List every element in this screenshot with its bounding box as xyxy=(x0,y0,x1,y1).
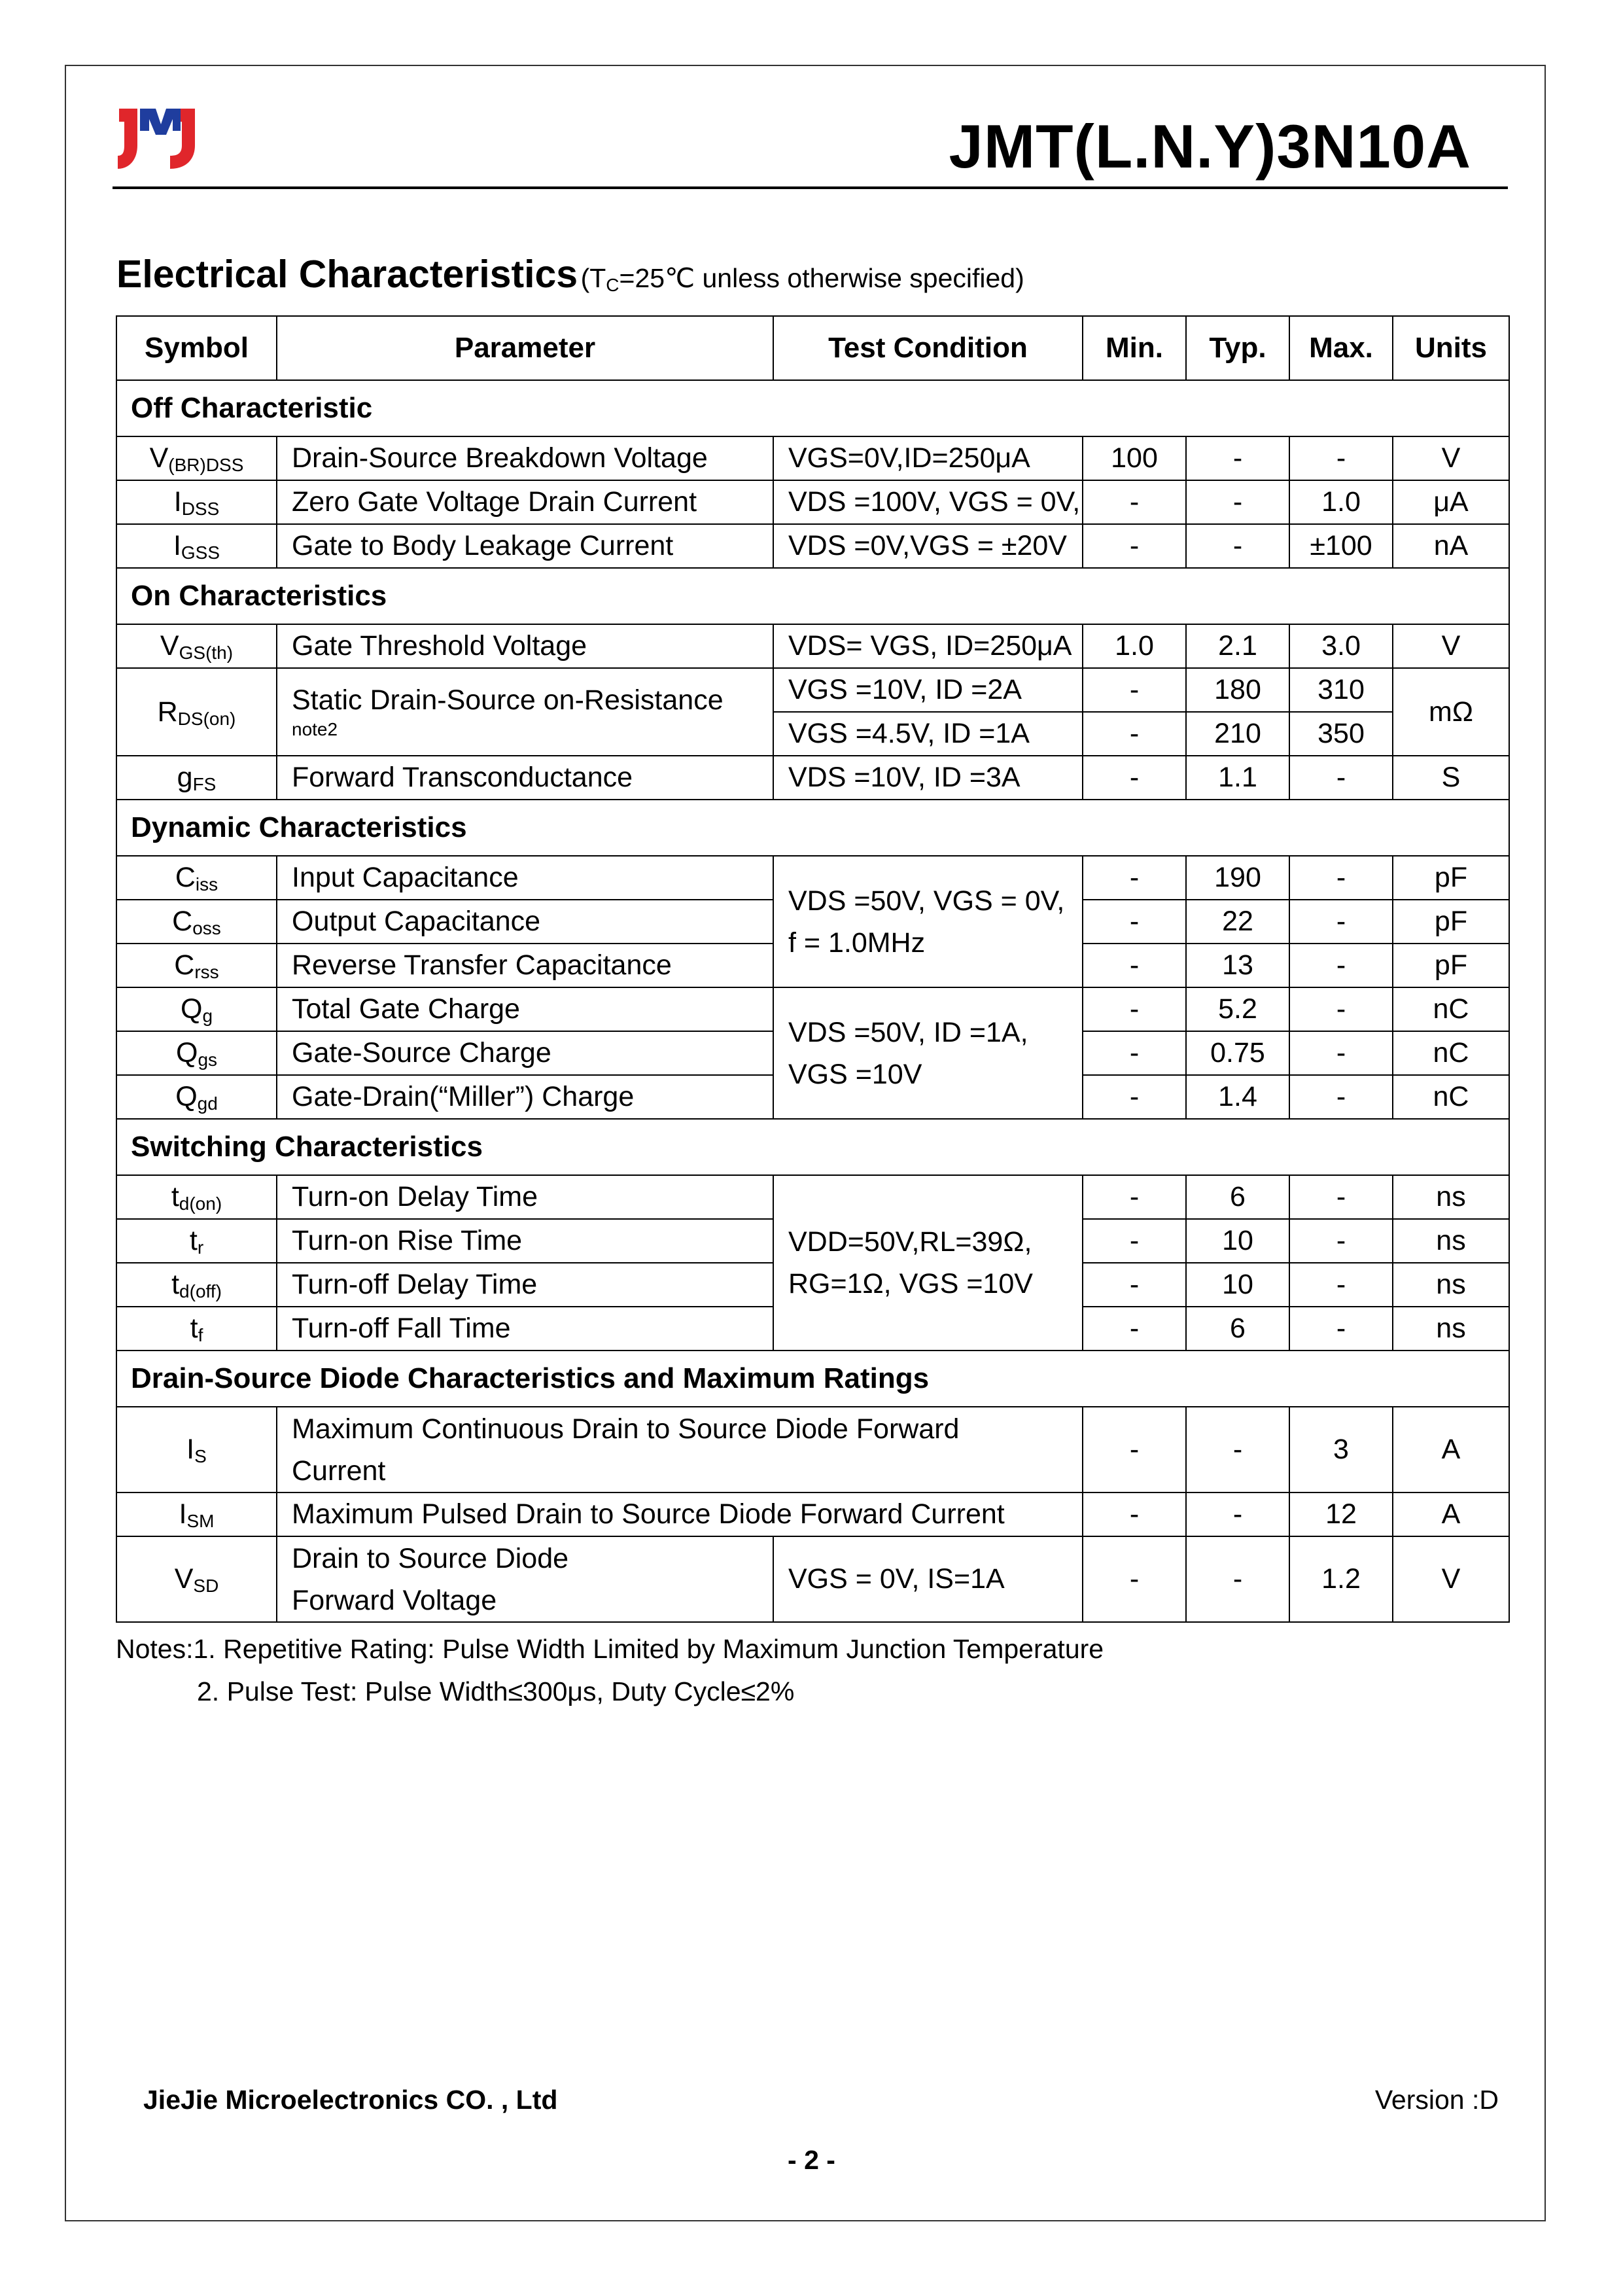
typ-cell: 10 xyxy=(1186,1263,1289,1307)
parameter-cell: Turn-on Delay Time xyxy=(277,1175,773,1219)
condition-cell: VDS =50V, ID =1A, VGS =10V xyxy=(773,987,1083,1119)
min-cell: - xyxy=(1083,1263,1186,1307)
condition-cell: VGS=0V,ID=250μA xyxy=(773,436,1083,480)
symbol-cell: $R_{DS(on)}$ xyxy=(116,668,277,756)
max-cell: - xyxy=(1289,1031,1393,1075)
unit-cell: ns xyxy=(1393,1219,1509,1263)
symbol-cell: $C_{iss}$ xyxy=(116,856,277,900)
condition-cell: VDS =50V, VGS = 0V, f = 1.0MHz xyxy=(773,856,1083,987)
typ-cell: 1.4 xyxy=(1186,1075,1289,1119)
max-cell: - xyxy=(1289,1075,1393,1119)
symbol-cell: $g_{FS}$ xyxy=(116,756,277,800)
min-cell: - xyxy=(1083,1075,1186,1119)
typ-cell: 210 xyxy=(1186,712,1289,756)
parameter-cell: Static Drain-Source on-Resistance note2 xyxy=(277,668,773,756)
max-cell: - xyxy=(1289,856,1393,900)
parameter-cell: Turn-off Delay Time xyxy=(277,1263,773,1307)
symbol-cell: $t_f$ xyxy=(116,1307,277,1351)
symbol-cell: $V_{SD}$ xyxy=(116,1536,277,1622)
typ-cell: - xyxy=(1186,1407,1289,1492)
symbol-cell: $V_{GS(th)}$ xyxy=(116,624,277,668)
group-off: Off Characteristic xyxy=(116,380,1509,436)
parameter-cell: Maximum Continuous Drain to Source Diode Forward Current xyxy=(277,1407,1083,1492)
max-cell: - xyxy=(1289,1175,1393,1219)
min-cell: - xyxy=(1083,1492,1186,1536)
header-rule xyxy=(113,186,1508,189)
parameter-cell: Drain-Source Breakdown Voltage xyxy=(277,436,773,480)
col-symbol: Symbol xyxy=(116,316,277,380)
unit-cell: A xyxy=(1393,1407,1509,1492)
min-cell: 100 xyxy=(1083,436,1186,480)
min-cell: 1.0 xyxy=(1083,624,1186,668)
table-row xyxy=(116,624,1509,668)
parameter-cell: Output Capacitance xyxy=(277,900,773,944)
typ-cell: 6 xyxy=(1186,1175,1289,1219)
max-cell: - xyxy=(1289,1263,1393,1307)
typ-cell: - xyxy=(1186,436,1289,480)
unit-cell: A xyxy=(1393,1492,1509,1536)
typ-cell: - xyxy=(1186,1536,1289,1622)
note-2: 2. Pulse Test: Pulse Width≤300μs, Duty Cycle≤2% xyxy=(197,1676,795,1706)
table-row xyxy=(116,1407,1509,1492)
max-cell: - xyxy=(1289,900,1393,944)
typ-cell: 6 xyxy=(1186,1307,1289,1351)
symbol-cell: $Q_g$ xyxy=(116,987,277,1031)
parameter-cell: Zero Gate Voltage Drain Current xyxy=(277,480,773,524)
min-cell: - xyxy=(1083,1536,1186,1622)
page-number: - 2 - xyxy=(788,2145,835,2175)
min-cell: - xyxy=(1083,480,1186,524)
table-row xyxy=(116,756,1509,800)
col-min: Min. xyxy=(1083,316,1186,380)
symbol-cell: $I_S$ xyxy=(116,1407,277,1492)
min-cell: - xyxy=(1083,524,1186,568)
col-test-condition: Test Condition xyxy=(773,316,1083,380)
condition-cell: VDS =0V,VGS = ±20V xyxy=(773,524,1083,568)
parameter-cell: Gate to Body Leakage Current xyxy=(277,524,773,568)
unit-cell: pF xyxy=(1393,944,1509,987)
unit-cell: ns xyxy=(1393,1307,1509,1351)
unit-cell: nC xyxy=(1393,1031,1509,1075)
part-number-title: JMT(L.N.Y)3N10A xyxy=(949,112,1471,181)
unit-cell: S xyxy=(1393,756,1509,800)
notes xyxy=(116,1628,1104,1713)
max-cell: 12 xyxy=(1289,1492,1393,1536)
table-row xyxy=(116,1175,1509,1219)
max-cell: 350 xyxy=(1289,712,1393,756)
unit-cell: pF xyxy=(1393,900,1509,944)
parameter-cell: Turn-off Fall Time xyxy=(277,1307,773,1351)
table-row xyxy=(116,480,1509,524)
group-switching: Switching Characteristics xyxy=(116,1119,1509,1175)
group-on: On Characteristics xyxy=(116,568,1509,624)
max-cell: - xyxy=(1289,756,1393,800)
note-1: Notes:1. Repetitive Rating: Pulse Width Limited by Maximum Junction Temperature xyxy=(116,1634,1104,1664)
max-cell: ±100 xyxy=(1289,524,1393,568)
max-cell: 3.0 xyxy=(1289,624,1393,668)
condition-cell: VGS =10V, ID =2A xyxy=(773,668,1083,712)
unit-cell: V xyxy=(1393,436,1509,480)
unit-cell: V xyxy=(1393,624,1509,668)
unit-cell: μA xyxy=(1393,480,1509,524)
condition-cell: VDS =10V, ID =3A xyxy=(773,756,1083,800)
unit-cell: nC xyxy=(1393,987,1509,1031)
parameter-cell: Gate Threshold Voltage xyxy=(277,624,773,668)
symbol-cell: $C_{oss}$ xyxy=(116,900,277,944)
min-cell: - xyxy=(1083,1219,1186,1263)
header-row xyxy=(116,316,1509,380)
typ-cell: - xyxy=(1186,524,1289,568)
min-cell: - xyxy=(1083,756,1186,800)
parameter-cell: Gate-Source Charge xyxy=(277,1031,773,1075)
max-cell: 310 xyxy=(1289,668,1393,712)
symbol-cell: $Q_{gs}$ xyxy=(116,1031,277,1075)
unit-cell: mΩ xyxy=(1393,668,1509,756)
condition-cell: VDS= VGS, ID=250μA xyxy=(773,624,1083,668)
table-row xyxy=(116,987,1509,1031)
table-row xyxy=(116,856,1509,900)
symbol-cell: $I_{SM}$ xyxy=(116,1492,277,1536)
max-cell: - xyxy=(1289,1219,1393,1263)
symbol-cell: $V_{(BR)DSS}$ xyxy=(116,436,277,480)
typ-cell: 1.1 xyxy=(1186,756,1289,800)
footer-company: JieJie Microelectronics CO. , Ltd xyxy=(143,2085,558,2115)
unit-cell: pF xyxy=(1393,856,1509,900)
typ-cell: - xyxy=(1186,1492,1289,1536)
symbol-cell: $t_{d(off)}$ xyxy=(116,1263,277,1307)
typ-cell: 13 xyxy=(1186,944,1289,987)
unit-cell: ns xyxy=(1393,1175,1509,1219)
table-row xyxy=(116,1536,1509,1622)
group-diode: Drain-Source Diode Characteristics and Maximum Ratings xyxy=(116,1351,1509,1407)
parameter-cell: Total Gate Charge xyxy=(277,987,773,1031)
min-cell: - xyxy=(1083,944,1186,987)
symbol-cell: $C_{rss}$ xyxy=(116,944,277,987)
unit-cell: nC xyxy=(1393,1075,1509,1119)
symbol-cell: $Q_{gd}$ xyxy=(116,1075,277,1119)
min-cell: - xyxy=(1083,1031,1186,1075)
parameter-cell: Drain to Source Diode Forward Voltage xyxy=(277,1536,773,1622)
typ-cell: 5.2 xyxy=(1186,987,1289,1031)
table-row xyxy=(116,436,1509,480)
min-cell: - xyxy=(1083,1175,1186,1219)
unit-cell: V xyxy=(1393,1536,1509,1622)
max-cell: - xyxy=(1289,436,1393,480)
parameter-cell: Gate-Drain(“Miller”) Charge xyxy=(277,1075,773,1119)
typ-cell: 180 xyxy=(1186,668,1289,712)
max-cell: 3 xyxy=(1289,1407,1393,1492)
parameter-cell: Maximum Pulsed Drain to Source Diode Forward Current xyxy=(277,1492,1083,1536)
section-condition: ($T_C=25℃$ unless otherwise specified) xyxy=(580,263,1024,295)
section-title xyxy=(116,252,1024,296)
symbol-cell: $t_{d(on)}$ xyxy=(116,1175,277,1219)
symbol-cell: $I_{GSS}$ xyxy=(116,524,277,568)
parameter-cell: Turn-on Rise Time xyxy=(277,1219,773,1263)
parameter-cell: Forward Transconductance xyxy=(277,756,773,800)
typ-cell: 22 xyxy=(1186,900,1289,944)
footer-version: Version :D xyxy=(1374,2085,1499,2115)
typ-cell: 10 xyxy=(1186,1219,1289,1263)
col-parameter: Parameter xyxy=(277,316,773,380)
electrical-characteristics-table xyxy=(116,315,1510,1623)
min-cell: - xyxy=(1083,712,1186,756)
table-row xyxy=(116,668,1509,712)
max-cell: 1.2 xyxy=(1289,1536,1393,1622)
company-logo xyxy=(115,105,198,173)
typ-cell: 2.1 xyxy=(1186,624,1289,668)
table-row xyxy=(116,1492,1509,1536)
condition-cell: VDS =100V, VGS = 0V, xyxy=(773,480,1083,524)
min-cell: - xyxy=(1083,900,1186,944)
max-cell: - xyxy=(1289,1307,1393,1351)
col-max: Max. xyxy=(1289,316,1393,380)
group-dynamic: Dynamic Characteristics xyxy=(116,800,1509,856)
symbol-cell: $t_r$ xyxy=(116,1219,277,1263)
max-cell: 1.0 xyxy=(1289,480,1393,524)
max-cell: - xyxy=(1289,944,1393,987)
parameter-cell: Input Capacitance xyxy=(277,856,773,900)
condition-cell: VGS =4.5V, ID =1A xyxy=(773,712,1083,756)
min-cell: - xyxy=(1083,1407,1186,1492)
col-units: Units xyxy=(1393,316,1509,380)
symbol-cell: $I_{DSS}$ xyxy=(116,480,277,524)
max-cell: - xyxy=(1289,987,1393,1031)
typ-cell: 0.75 xyxy=(1186,1031,1289,1075)
col-typ: Typ. xyxy=(1186,316,1289,380)
unit-cell: ns xyxy=(1393,1263,1509,1307)
typ-cell: - xyxy=(1186,480,1289,524)
section-heading: Electrical Characteristics xyxy=(116,253,578,296)
typ-cell: 190 xyxy=(1186,856,1289,900)
parameter-cell: Reverse Transfer Capacitance xyxy=(277,944,773,987)
min-cell: - xyxy=(1083,856,1186,900)
table-row xyxy=(116,524,1509,568)
condition-cell: VGS = 0V, IS=1A xyxy=(773,1536,1083,1622)
min-cell: - xyxy=(1083,1307,1186,1351)
unit-cell: nA xyxy=(1393,524,1509,568)
min-cell: - xyxy=(1083,668,1186,712)
condition-cell: VDD=50V,RL=39Ω, RG=1Ω, VGS =10V xyxy=(773,1175,1083,1351)
min-cell: - xyxy=(1083,987,1186,1031)
